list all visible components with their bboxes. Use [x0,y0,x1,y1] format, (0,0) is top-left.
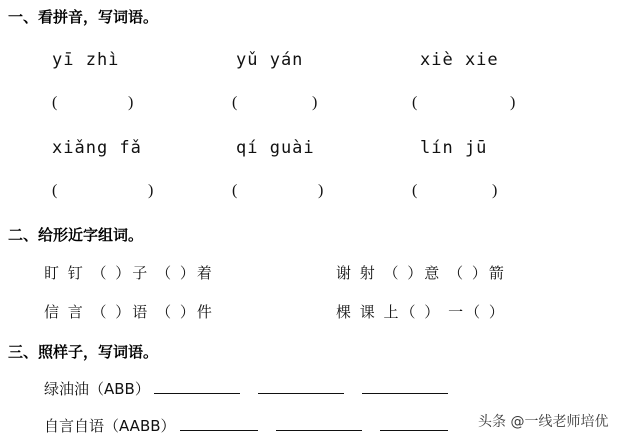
pinyin-item: yī zhì [52,50,120,70]
answer-paren-open: ( [232,182,238,199]
pinyin-item: xiè xie [420,50,499,70]
pinyin-item: lín jū [420,138,488,158]
answer-paren-close: ) [492,182,498,199]
pinyin-item: xiǎng fǎ [52,138,142,158]
answer-paren-open: ( [412,94,418,111]
answer-blank [276,416,362,431]
answer-paren-close: ) [318,182,324,199]
example-label: 自言自语（AABB） [44,417,176,435]
answer-blank [380,416,448,431]
pinyin-item: yǔ yán [236,50,304,70]
example-label: 绿油油（ABB） [44,380,150,398]
section2-title: 二、给形近字组词。 [8,226,144,244]
answer-blank [180,416,258,431]
exercise-line: 谢 射 （ ）意 （ ）箭 [336,264,506,282]
section1-title: 一、看拼音，写词语。 [8,8,159,26]
answer-paren-open: ( [52,94,58,111]
answer-paren-open: ( [52,182,58,199]
pinyin-item: qí guài [236,138,315,158]
answer-paren-close: ) [510,94,516,111]
exercise-line: 棵 课 上（ ） 一（ ） [336,303,506,321]
answer-paren-close: ) [128,94,134,111]
exercise-line: 信 言 （ ）语 （ ）件 [44,303,214,321]
answer-paren-close: ) [148,182,154,199]
section3-title: 三、照样子，写词语。 [8,343,159,361]
answer-blank [258,379,344,394]
answer-paren-close: ) [312,94,318,111]
answer-blank [154,379,240,394]
answer-blank [362,379,448,394]
watermark: 头条 @一线老师培优 [478,414,609,430]
answer-paren-open: ( [412,182,418,199]
exercise-line: 盯 钉 （ ）子 （ ）着 [44,264,214,282]
answer-paren-open: ( [232,94,238,111]
